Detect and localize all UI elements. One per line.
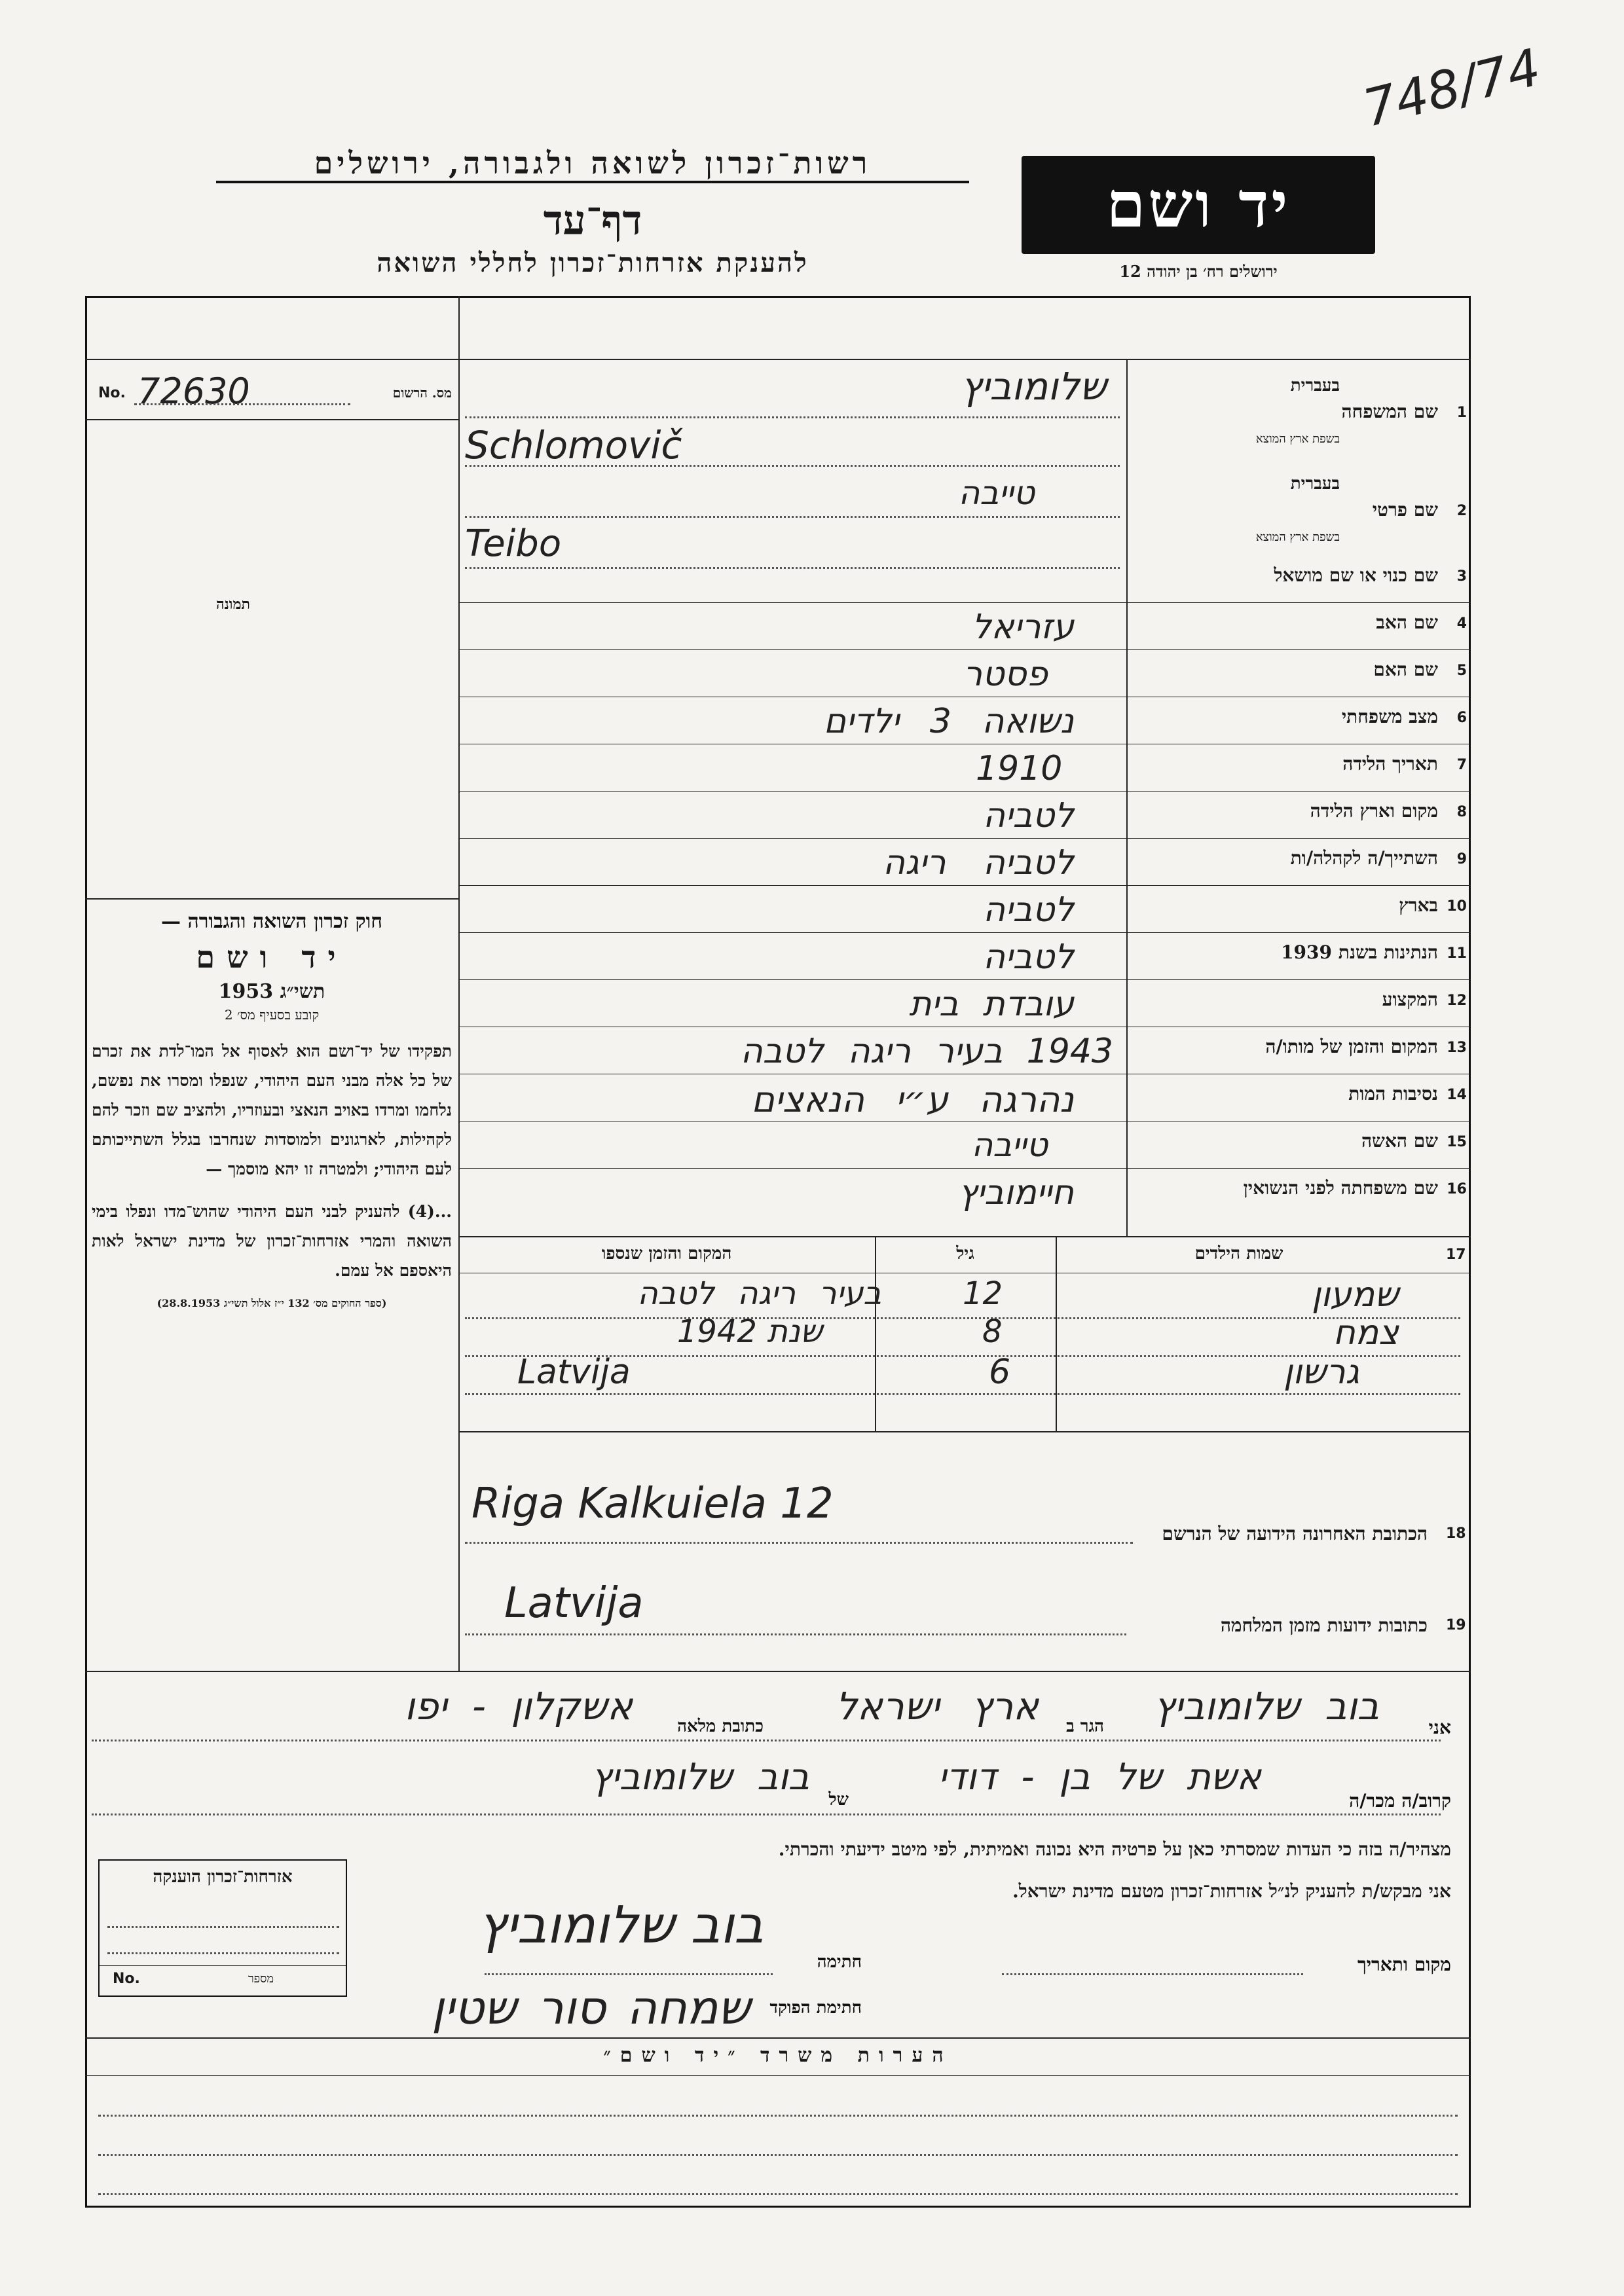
field-10-label: 10 בארץ [1399,894,1467,916]
law-box: חוק זכרון השואה והגבורה — יד ושם תשי״ג 1953 קובע בסעיף מס׳ 2 תפקידו של יד־ושם הוא לאסוף אל המו־לדת את זכרם של כל אלה מבני העם היהודי, שנפלו ומסרו את נפשם, נלחמו ומרדו באויב הנאצי ובעוזריו, ולהציב שם וזכר להם לקהילות, לארגונים ולמוסדות שנחרבו בגלל השתייכותם לעם היהודי; ולמטרה זו יהא מוסמך — ...(4) להעניק לבני העם היהודי שהוש־מדו ונפלו בימי השואה והמרי אזרחות־זכרון של מדינת ישראל לאות היאספם אל עמם. (ספר החוקים מס׳ 132 י״ז אלול תשי״ג 28.8.1953) [92,910,452,1309]
war-address-label: כתובות ידועות מזמן המלחמה [1220,1614,1428,1636]
field-14-label: 14 נסיבות המות [1348,1083,1467,1104]
field-4-value: עזריאל [972,608,1074,647]
field-5-label: 5 שם האם [1373,659,1467,680]
child-2-place: שנת 1942 [676,1313,822,1350]
child-3-age: 6 [989,1353,1011,1392]
children-number: 17 [1446,1247,1466,1263]
field-3-label: 3 שם כנוי או שם מושאל [1274,564,1467,586]
corner-note: 748/74 [1357,38,1547,139]
field-13-value: 1943 בעיר ריגה לטבה [740,1032,1113,1071]
children-header-place: המקום והזמן שנספו [601,1244,732,1264]
field-12-value: עובדת בית [909,985,1074,1024]
field-7-label: 7 תאריך הלידה [1342,753,1467,774]
field-13-label: 13 המקום והזמן של מותו/ה [1265,1036,1467,1057]
declaration: אני בוב שלומוביץ הגר ב ארץ ישראל כתובת מלאה אשקלון - יפו קרוב/ה מכר/ה אשת של בן - דודי של בוב שלומוביץ מצהיר/ה בזה כי העדות שמסרתי כאן על פרטיה היא נכונה ואמיתית, לפי מיטב ידיעתי והכרתי. אני מבקש/ת להעניק לנ״ל אזרחות־זכרון מטעם מדינת ישראל. מקום ותאריך חתימה בוב שלומוביץ חתימת הפוקד שמחה סור שטין [85,1671,1471,2037]
header-address: ירושלים רח׳ בן יהודה 12 [1119,262,1278,281]
field-1-value-latin: Schlomovič [465,423,682,467]
children-header-names: שמות הילדים [1194,1244,1283,1264]
field-2-value: טייבה [958,474,1035,512]
logo: יד ושם [1022,156,1375,254]
field-10-value: לטביה [983,890,1074,930]
header-authority: רשות־זכרון לשואה ולגבורה, ירושלים [216,145,969,183]
field-11-value: לטביה [983,938,1074,977]
last-address-value: Riga Kalkuiela 12 [471,1480,834,1528]
field-5-value: פסטר [963,655,1048,694]
children-rows [458,1273,1471,1430]
child-1-age: 12 [963,1275,1003,1312]
child-2-name: צמח [1333,1313,1399,1353]
field-6-label: 6 מצב משפחתי [1341,706,1467,727]
field-12-label: 12 המקצוע [1382,989,1467,1010]
war-address-value: Latvija [504,1579,644,1628]
field-9-value: לטביה ריגה [883,843,1074,883]
field-11-label: 11 הנתינות בשנת 1939 [1281,941,1467,963]
field-7-value: 1910 [976,749,1063,788]
field-8-value: לטביה [983,796,1074,835]
field-1-label: 1 בעברית שם המשפחה בשפת ארץ המוצא [1255,376,1467,446]
field-16-label: 16 שם משפחתה לפני הנשואין [1243,1177,1467,1199]
children-header-age: גיל [956,1244,974,1264]
field-15-label: 15 שם האשה [1361,1130,1467,1152]
field-14-value: נהרגה ע״י הנאצים [751,1079,1074,1120]
office-notes-title: הערות משרד ״יד ושם״ [603,2044,953,2067]
child-3-name: גרשון [1283,1353,1359,1392]
field-4-label: 4 שם האב [1376,611,1467,633]
field-15-value: טייבה [971,1126,1048,1164]
photo-label: תמונה [216,596,250,613]
header-title: דף־עד [543,196,642,244]
registration-no: No. 72630 מס. הרשום [98,371,452,412]
field-8-label: 8 מקום וארץ הלידה [1310,800,1467,822]
header-subtitle: להענקת אזרחות־זכרון לחללי השואה [377,247,809,278]
child-3-place: Latvija [517,1353,631,1392]
child-1-place: בעיר ריגה לטבה [637,1275,881,1312]
last-address-number: 18 [1446,1525,1466,1542]
field-2-label: 2 בעברית שם פרטי בשפת ארץ המוצא [1255,474,1467,544]
certificate-box: אזרחות־זכרון הוענקה No. מספר [98,1859,347,1997]
last-address-label: הכתובת האחרונה הידועה של הנרשם [1162,1523,1428,1544]
field-2-value-latin: Teibo [465,522,562,565]
field-16-value: חיימוביץ [958,1173,1074,1212]
field-9-label: 9 השתייך/ה לקהלה/ות [1290,847,1467,869]
field-1-value: שלומוביץ [961,364,1107,409]
war-address-number: 19 [1446,1617,1466,1633]
child-1-name: שמעון [1311,1275,1399,1315]
child-2-age: 8 [982,1313,1003,1350]
field-6-value: נשואה 3 ילדים [823,702,1074,741]
